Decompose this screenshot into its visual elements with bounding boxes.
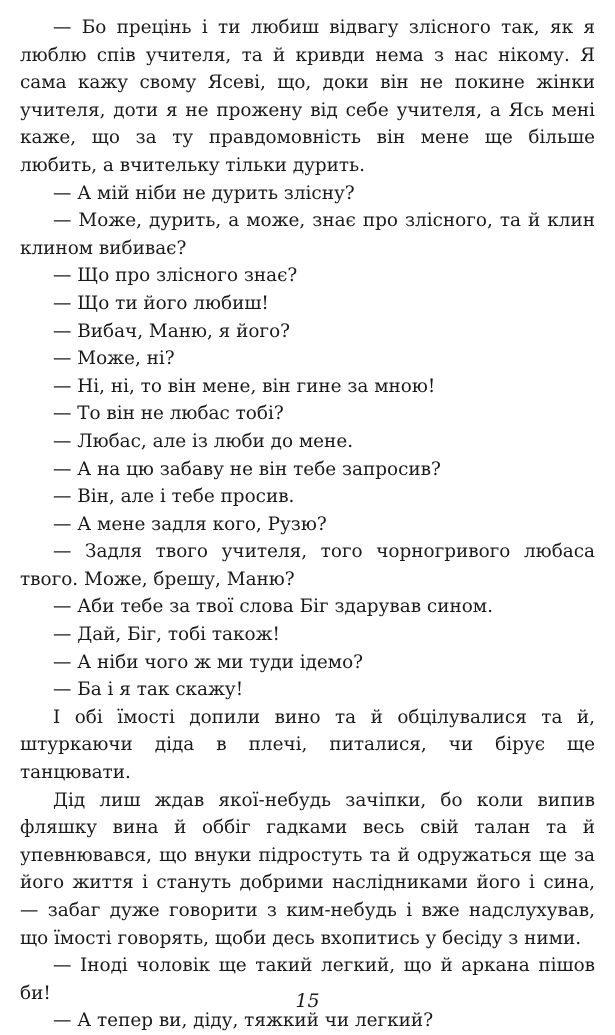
paragraph: — А ніби чого ж ми туди ідемо? [53,651,364,673]
paragraph: — То він не любас тобі? [53,403,284,425]
paragraph: І обі їмості допили вино та й обцілувалися та й, штуркаючи діда в плечі, питалися, чи бірує ще танцювати. [20,706,595,784]
paragraph: — А мене задля кого, Рузю? [53,513,327,535]
paragraph: — Він, але і тебе просив. [53,486,295,508]
paragraph: — Може, ні? [53,348,175,370]
paragraph: — А мій ніби не дурить злісну? [53,182,355,204]
page-number: 15 [295,990,320,1012]
paragraph: — Може, дурить, а може, знає про злісного, та й клин клином вибиває? [20,210,595,259]
paragraph: Дід лиш ждав якої-небудь зачіпки, бо коли випив фляшку вина й оббіг гадками весь свій талан та й упевнювався, що внуки підростуть та й одружаться ще за його життя і стануть добрими наслідниками його і сина, — забаг дуже говорити з ким-небудь і вже надслухував, що їмості говорять, щоби десь вхопитись у бесіду з ними. [20,789,595,949]
paragraph: — Задля твого учителя, того чорногривого любаса твого. Може, брешу, Маню? [20,541,595,590]
paragraph: — Вибач, Маню, я його? [53,320,290,342]
paragraph: — Іноді чоловік ще такий легкий, що й аркана пішов би! [20,955,595,1004]
paragraph: — Аби тебе за твої слова Біг здарував сином. [53,596,493,618]
paragraph: — Що ти його любиш! [53,292,269,314]
paragraph: — А на цю забаву не він тебе запросив? [53,458,441,480]
paragraph: — Що про злісного знає? [53,265,298,287]
paragraph: — А тепер ви, діду, тяжкий чи легкий? [53,1010,434,1032]
paragraph: — Любас, але із люби до мене. [53,430,354,452]
page-text [20,14,595,1035]
paragraph: — Дай, Біг, тобі також! [53,624,280,646]
paragraph: — Бо прецінь і ти любиш відвагу злісного так, як я люблю спів учителя, та й кривди нема з нас нікому. Я сама кажу свому Ясеві, що, доки він не покине жінки учителя, доти я не прожену від себе учителя, а Ясь мені каже, що за ту правдомовність він мене ще більше любить, а вчительку тільки дурить. [20,17,595,176]
paragraph: — Ба і я так скажу! [53,679,244,701]
paragraph: — Ні, ні, то він мене, він гине за мною! [53,375,436,397]
